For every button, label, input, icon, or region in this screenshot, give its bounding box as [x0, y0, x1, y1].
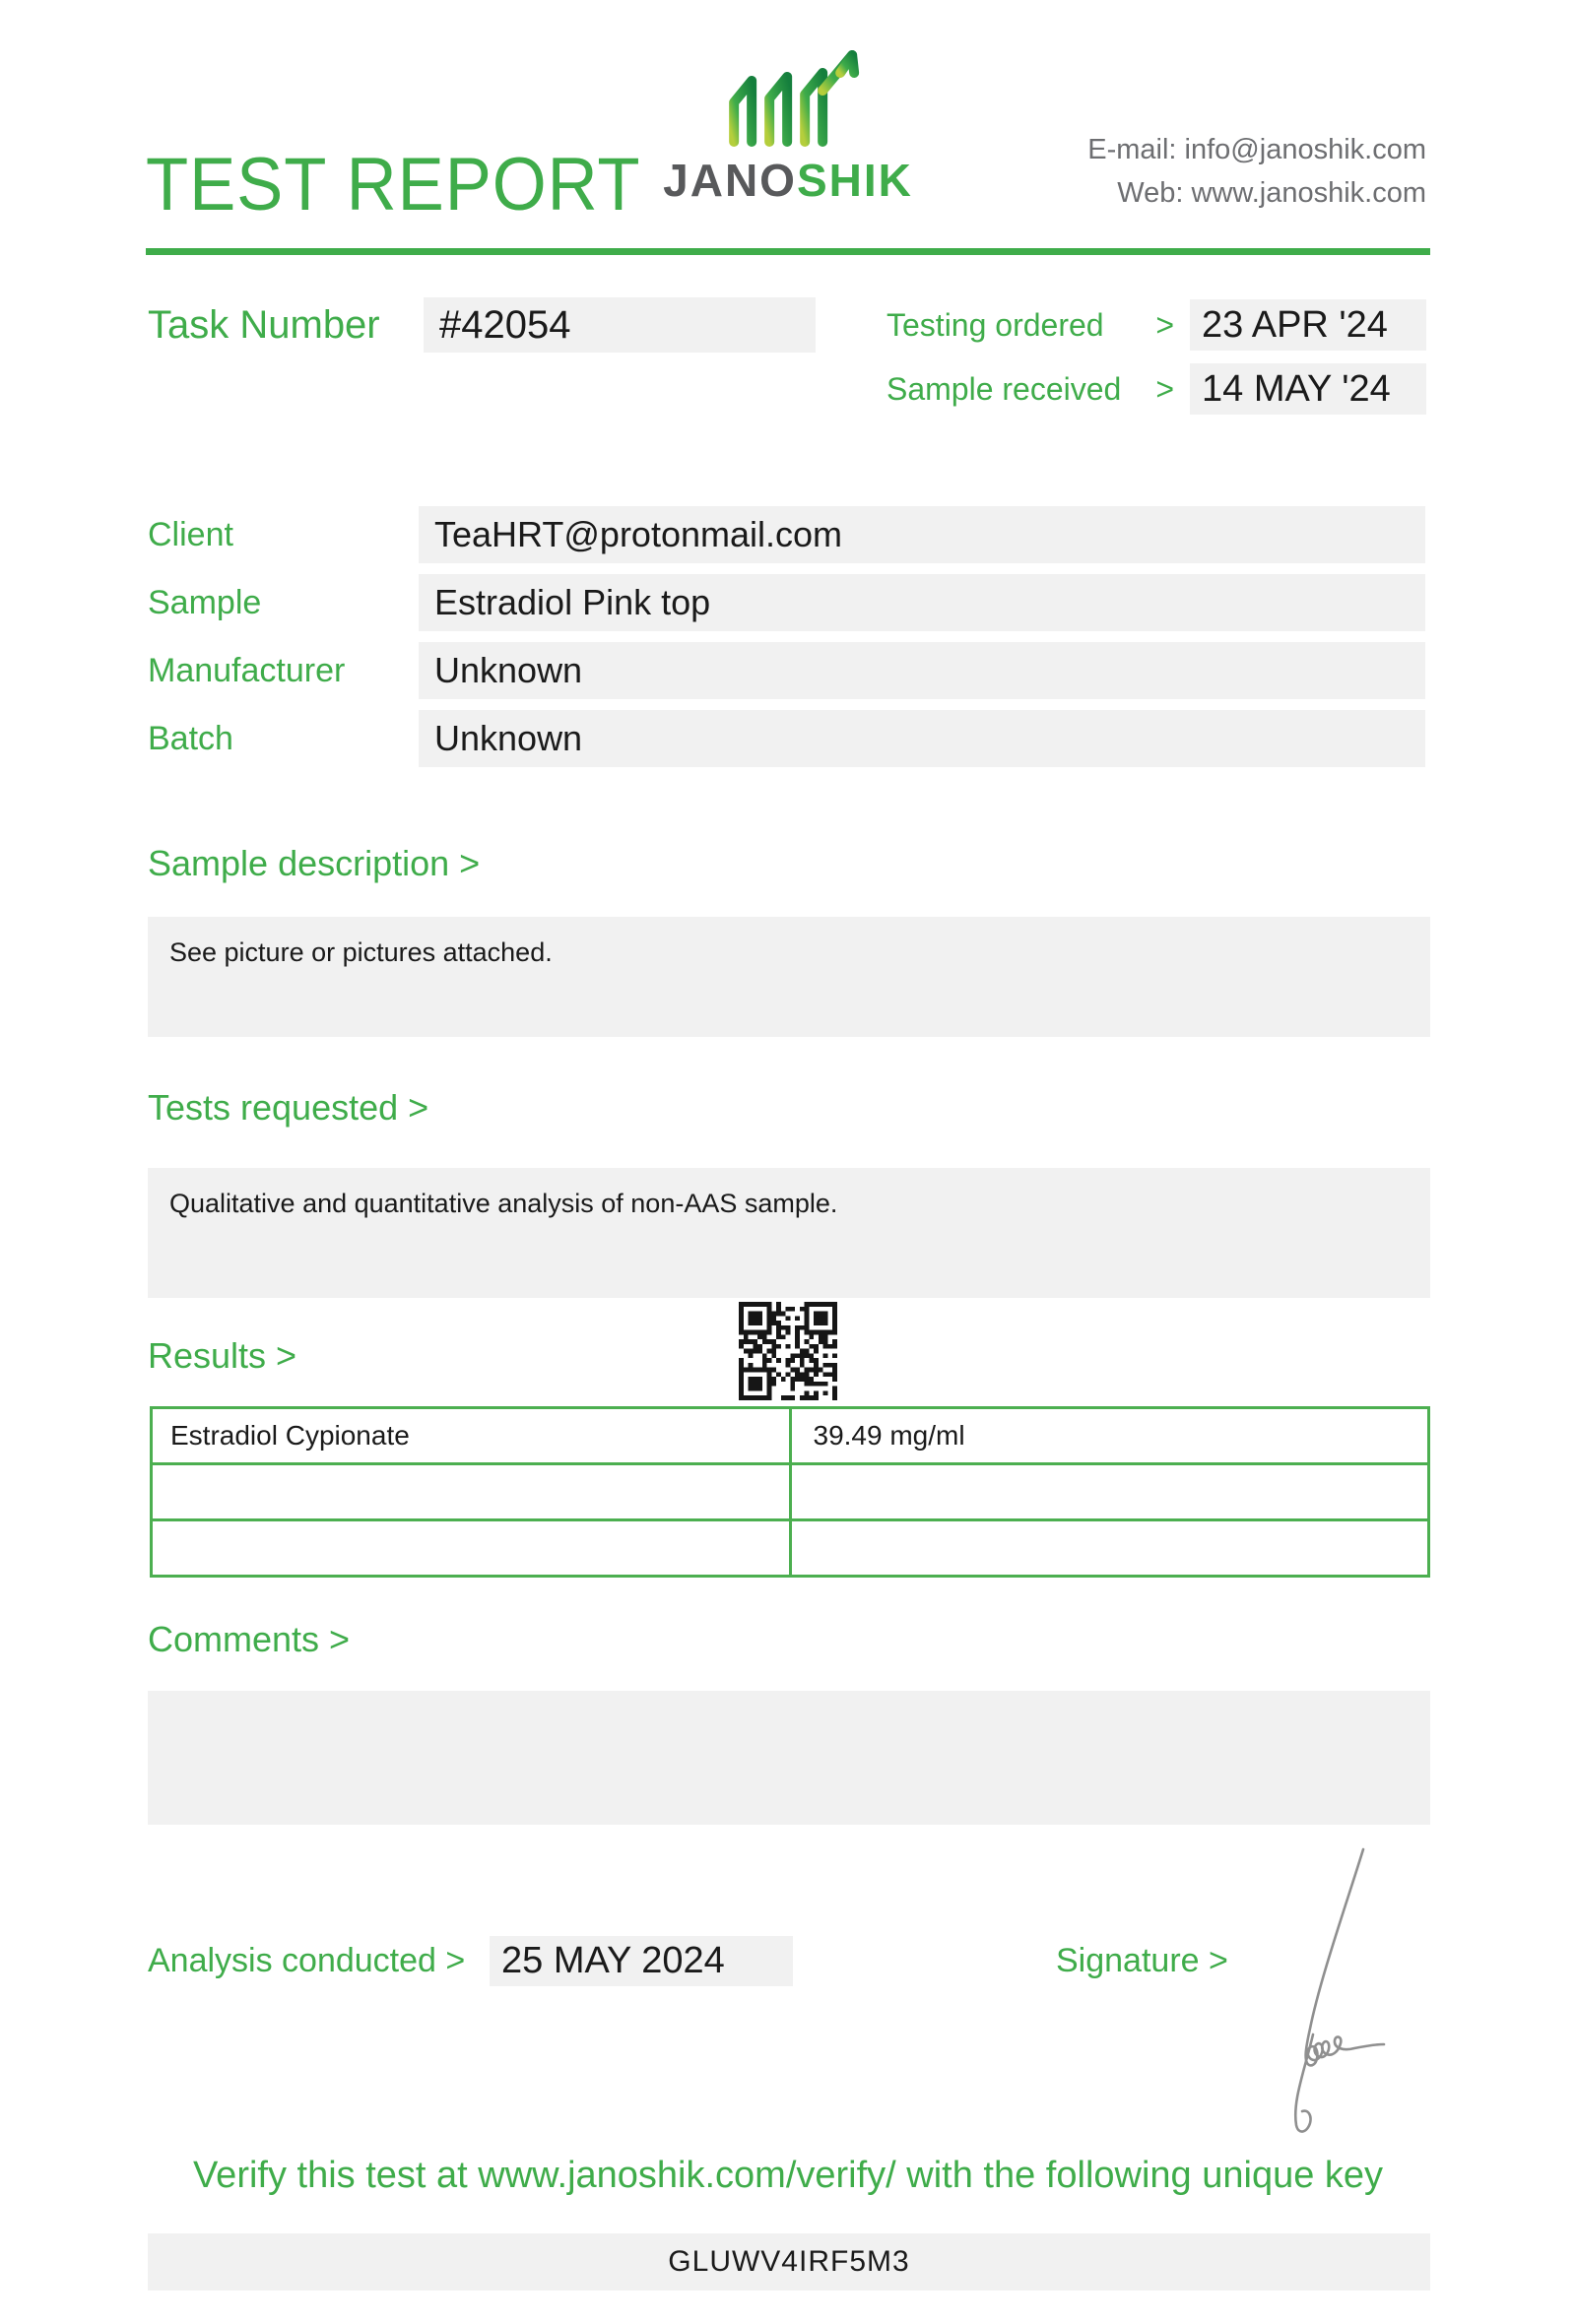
brand-prefix: JANO [663, 155, 797, 206]
comments-heading: Comments > [148, 1619, 351, 1659]
manufacturer-field [419, 642, 1425, 699]
sample-received-label: Sample received [886, 370, 1122, 407]
brand-suffix: SHIK [796, 155, 913, 206]
verify-key-field [148, 2233, 1430, 2291]
sample-description-box [148, 917, 1430, 1037]
testing-ordered-row [886, 299, 1426, 351]
sample-received-value: 14 MAY '24 [1202, 368, 1391, 410]
tests-requested-text: Qualitative and quantitative analysis of non-AAS sample. [169, 1189, 838, 1218]
result-cell [790, 1520, 1429, 1577]
verify-key-value: GLUWV4IRF5M3 [668, 2245, 910, 2278]
analyte-cell [152, 1464, 791, 1520]
sample-label: Sample [148, 584, 262, 621]
arrow-right-icon: > [1155, 306, 1174, 343]
results-row [152, 1408, 1429, 1464]
sample-received-field [1190, 363, 1426, 415]
verify-instruction: Verify this test at www.janoshik.com/verify/ with the following unique key [192, 2155, 1384, 2196]
client-field [419, 506, 1425, 563]
email-line: E-mail: info@janoshik.com [1087, 134, 1426, 165]
sample-field [419, 574, 1425, 631]
batch-label: Batch [148, 720, 233, 757]
client-value: TeaHRT@protonmail.com [434, 514, 843, 554]
result-cell: 39.49 mg/ml [790, 1408, 1429, 1464]
analysis-conducted-label: Analysis conducted > [148, 1942, 466, 1979]
analyte-cell [152, 1520, 791, 1577]
testing-ordered-label: Testing ordered [886, 306, 1104, 343]
testing-ordered-value: 23 APR '24 [1202, 304, 1388, 346]
signature-label: Signature > [1056, 1942, 1228, 1979]
results-table [150, 1406, 1430, 1578]
page-title: TEST REPORT [146, 143, 641, 226]
task-number-label: Task Number [148, 303, 380, 347]
batch-value: Unknown [434, 718, 583, 758]
result-cell [790, 1464, 1429, 1520]
manufacturer-label: Manufacturer [148, 652, 346, 689]
sample-value: Estradiol Pink top [434, 582, 711, 622]
comments-box [148, 1691, 1430, 1825]
header-divider [146, 248, 1430, 255]
results-heading: Results > [148, 1335, 297, 1376]
tests-requested-box [148, 1168, 1430, 1298]
sample-description-text: See picture or pictures attached. [169, 937, 553, 967]
growth-chart-icon [704, 47, 872, 150]
analysis-date-field [490, 1936, 793, 1986]
contact-block [1087, 128, 1426, 215]
signature-image [1269, 1843, 1397, 2139]
brand-wordmark [663, 154, 913, 207]
janoshik-logo [663, 47, 913, 207]
client-label: Client [148, 516, 233, 553]
qr-code [739, 1302, 837, 1400]
sample-received-row [886, 363, 1426, 415]
sample-description-heading: Sample description > [148, 843, 481, 883]
analysis-date-value: 25 MAY 2024 [501, 1940, 725, 1981]
task-number-field [424, 297, 816, 353]
tests-requested-heading: Tests requested > [148, 1087, 429, 1128]
results-row [152, 1520, 1429, 1577]
arrow-right-icon: > [1155, 370, 1174, 407]
results-row [152, 1464, 1429, 1520]
task-number-value: #42054 [439, 303, 571, 347]
batch-field [419, 710, 1425, 767]
testing-ordered-field [1190, 299, 1426, 351]
web-line: Web: www.janoshik.com [1117, 177, 1426, 209]
manufacturer-value: Unknown [434, 650, 583, 690]
analyte-cell: Estradiol Cypionate [152, 1408, 791, 1464]
